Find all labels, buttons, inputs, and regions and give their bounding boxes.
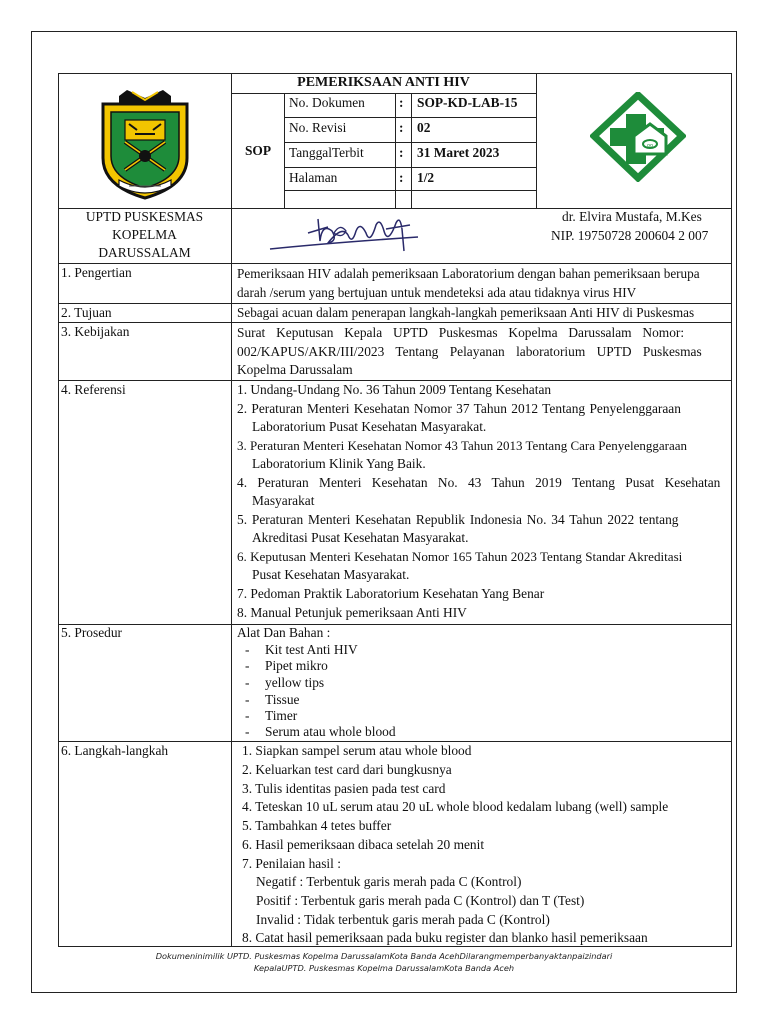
bullet-dash: -	[245, 642, 250, 657]
referensi-line: 1. Undang-Undang No. 36 Tahun 2009 Tentang Kesehatan	[237, 382, 552, 397]
signatory-nip: NIP. 19750728 200604 2 007	[551, 228, 709, 243]
list-item-label: Kit test Anti HIV	[265, 642, 358, 657]
referensi-line: 8. Manual Petunjuk pemeriksaan Anti HIV	[237, 605, 467, 620]
field-separator: :	[399, 145, 404, 160]
langkah-line: Positif : Terbentuk garis merah pada C (Kontrol) dan T (Test)	[256, 893, 585, 908]
bullet-dash: -	[245, 692, 250, 707]
referensi-line: 7. Pedoman Praktik Laboratorium Kesehatan Yang Benar	[237, 586, 545, 601]
field-value: 02	[417, 120, 431, 135]
document-title: PEMERIKSAAN ANTI HIV	[297, 75, 470, 90]
footer-notice-line: KepalaUPTD. Puskesmas Kopelma DarussalamKota Banda Aceh	[253, 963, 515, 973]
list-item-label: Tissue	[265, 692, 300, 707]
row-label-kebijakan: 3. Kebijakan	[61, 324, 130, 339]
referensi-line: 6. Keputusan Menteri Kesehatan Nomor 165 Tahun 2023 Tentang Standar Akreditasi	[237, 549, 683, 564]
langkah-line: Invalid : Tidak terbentuk garis merah pada C (Kontrol)	[256, 912, 550, 927]
kebijakan-line: Kopelma Darussalam	[237, 362, 353, 377]
bullet-dash: -	[245, 658, 250, 673]
row-label-tujuan: 2. Tujuan	[61, 305, 112, 320]
bullet-dash: -	[245, 675, 250, 690]
field-separator: :	[399, 95, 404, 110]
bullet-dash: -	[245, 724, 250, 739]
field-value: SOP-KD-LAB-15	[417, 95, 518, 110]
referensi-line: Laboratorium Klinik Yang Baik.	[252, 456, 426, 471]
referensi-line: Masyarakat	[252, 493, 315, 508]
field-value: 31 Maret 2023	[417, 145, 500, 160]
referensi-line: Pusat Kesehatan Masyarakat.	[252, 567, 410, 582]
field-separator: :	[399, 170, 404, 185]
langkah-line: 4. Teteskan 10 uL serum atau 20 uL whole blood kedalam lubang (well) sample	[242, 799, 669, 814]
signatory-name: dr. Elvira Mustafa, M.Kes	[562, 209, 702, 224]
langkah-line: Negatif : Terbentuk garis merah pada C (Kontrol)	[256, 874, 522, 889]
org-name-line: UPTD PUSKESMAS	[85, 209, 204, 224]
signature-image	[268, 211, 428, 261]
svg-text:oo: oo	[646, 143, 654, 149]
referensi-line: 4. Peraturan Menteri Kesehatan No. 43 Tahun 2019 Tentang Pusat Kesehatan	[237, 475, 721, 490]
referensi-line: 5. Peraturan Menteri Kesehatan Republik Indonesia No. 34 Tahun 2022 tentang	[237, 512, 679, 527]
langkah-line: 2. Keluarkan test card dari bungkusnya	[242, 762, 452, 777]
langkah-line: 3. Tulis identitas pasien pada test card	[242, 781, 446, 796]
footer-notice-line: Dokumeninimilik UPTD. Puskesmas Kopelma DarussalamKota Banda AcehDilarangmemperbanyaktanpaizindari	[155, 951, 613, 961]
city-crest-logo	[99, 90, 191, 202]
row-label-langkah: 6. Langkah-langkah	[61, 743, 169, 758]
referensi-line: Laboratorium Pusat Kesehatan Masyarakat.	[252, 419, 487, 434]
referensi-line: Akreditasi Pusat Kesehatan Masyarakat.	[252, 530, 469, 545]
field-separator: :	[399, 120, 404, 135]
tujuan-text: Sebagai acuan dalam penerapan langkah-langkah pemeriksaan Anti HIV di Puskesmas	[237, 305, 695, 320]
org-name-line: KOPELMA	[112, 227, 177, 242]
referensi-line: 2. Peraturan Menteri Kesehatan Nomor 37 Tahun 2012 Tentang Penyelenggaraan	[237, 401, 681, 416]
field-label: TanggalTerbit	[289, 145, 364, 160]
list-item-label: Timer	[265, 708, 298, 723]
langkah-line: 7. Penilaian hasil :	[242, 856, 341, 871]
field-label: No. Dokumen	[289, 95, 365, 110]
list-item-label: Pipet mikro	[265, 658, 328, 673]
prosedur-heading: Alat Dan Bahan :	[237, 625, 331, 640]
row-label-prosedur: 5. Prosedur	[61, 625, 122, 640]
row-label-referensi: 4. Referensi	[61, 382, 126, 397]
pengertian-line: Pemeriksaan HIV adalah pemeriksaan Laboratorium dengan bahan pemeriksaan berupa	[237, 266, 700, 281]
langkah-line: 8. Catat hasil pemeriksaan pada buku register dan blanko hasil pemeriksaan	[242, 930, 648, 945]
pengertian-line: darah /serum yang bertujuan untuk mendeteksi ada atau tidaknya virus HIV	[237, 285, 637, 300]
org-name-line: DARUSSALAM	[98, 245, 191, 260]
langkah-line: 1. Siapkan sampel serum atau whole blood	[242, 743, 472, 758]
langkah-line: 5. Tambahkan 4 tetes buffer	[242, 818, 392, 833]
puskesmas-logo	[590, 92, 686, 182]
row-label-pengertian: 1. Pengertian	[61, 265, 132, 280]
bullet-dash: -	[245, 708, 250, 723]
kebijakan-line: 002/KAPUS/AKR/III/2023 Tentang Pelayanan laboratorium UPTD Puskesmas	[237, 344, 702, 359]
list-item-label: yellow tips	[265, 675, 325, 690]
field-label: No. Revisi	[289, 120, 347, 135]
referensi-line: 3. Peraturan Menteri Kesehatan Nomor 43 Tahun 2013 Tentang Cara Penyelenggaraan	[237, 438, 688, 453]
langkah-line: 6. Hasil pemeriksaan dibaca setelah 20 menit	[242, 837, 485, 852]
list-item-label: Serum atau whole blood	[265, 724, 396, 739]
field-value: 1/2	[417, 170, 435, 185]
sop-label: SOP	[244, 143, 272, 158]
field-label: Halaman	[289, 170, 338, 185]
kebijakan-line: Surat Keputusan Kepala UPTD Puskesmas Kopelma Darussalam Nomor:	[237, 325, 685, 340]
